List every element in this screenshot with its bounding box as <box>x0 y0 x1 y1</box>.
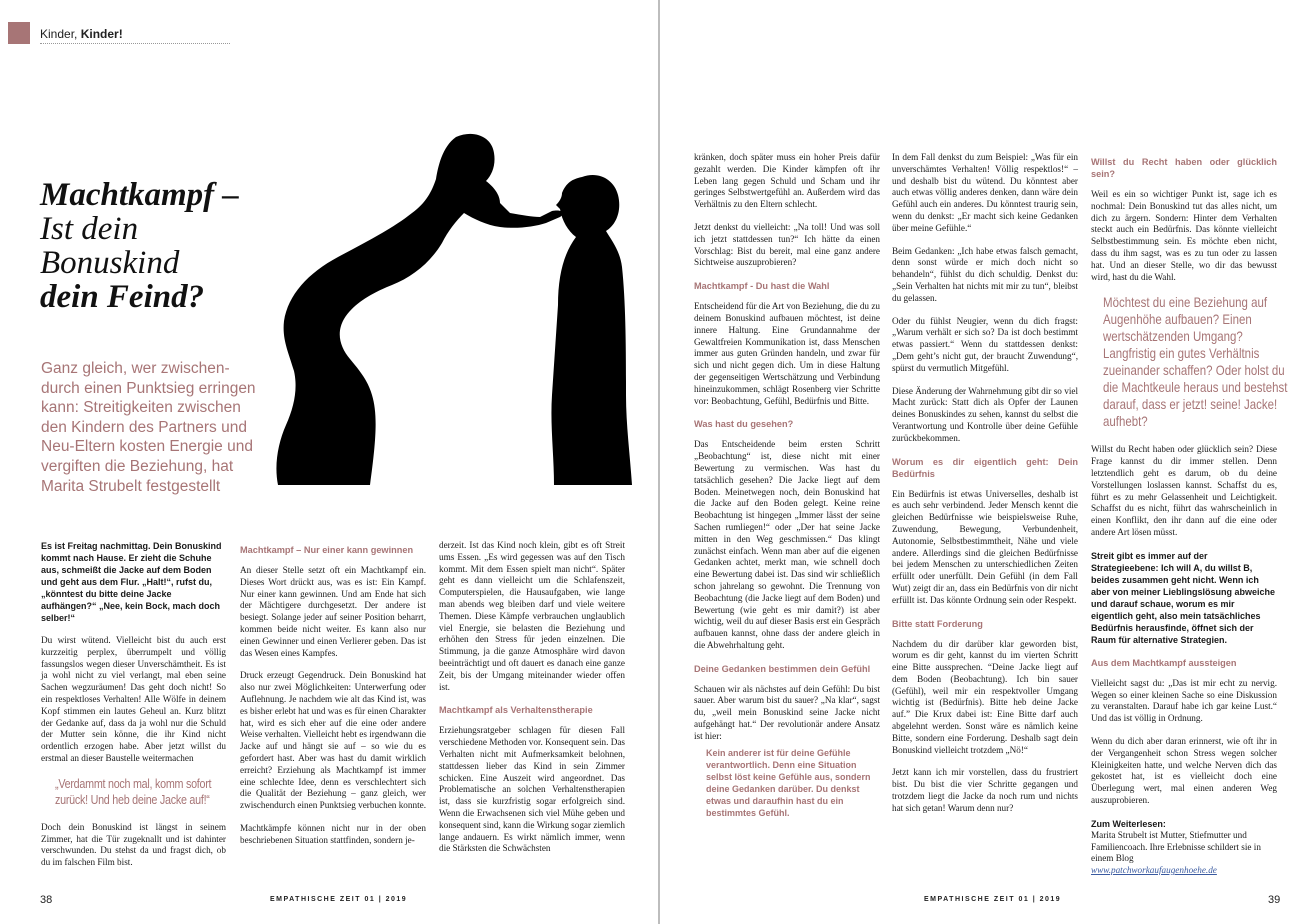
magazine-footer: EMPATHISCHE ZEIT 01 | 2019 <box>270 896 408 903</box>
title-line-4: dein Feind? <box>40 279 205 315</box>
column-1 <box>41 540 226 880</box>
title-line-2: Ist dein <box>40 211 139 247</box>
body-paragraph: Willst du Recht haben oder glücklich sein? Diese Frage kannst du dir immer stellen. Denn letztendlich geht es darum, ob du deine Vorstellungen loslassen kannst. Schaffst du es, führt es zu mehr Gelassenheit und Leichtigkeit. Schaffst du es nicht, führt das wahrscheinlich in einen Konflikt, den ihr dann auf die eine oder andere Art lösen müsst. <box>1091 444 1277 537</box>
body-paragraph: Machtkämpfe können nicht nur in der oben beschriebenen Situation stattfinden, sondern je- <box>240 822 426 845</box>
body-paragraph: Diese Änderung der Wahrnehmung gibt dir so viel Macht zurück: Statt dich als Opfer der Launen deines Bonuskindes zu sehen, kannst du selbst die Verantwortung und Kontrolle über deine Gefühle zurückbekommen. <box>892 385 1078 443</box>
body-paragraph: Oder du fühlst Neugier, wenn du dich fragst: „Warum verhält er sich so? Da ist doch bestimmt etwas passiert.“ Wenn du stattdessen denkst: „Dem geht’s nicht gut, der braucht Zuwendung“, spürst du vermutlich Mitgefühl. <box>892 315 1078 373</box>
column-2 <box>240 540 426 858</box>
right-page <box>660 0 1315 924</box>
column-3 <box>439 540 625 866</box>
section-heading: Aus dem Machtkampf aussteigen <box>1091 657 1237 668</box>
column-2 <box>892 152 1078 826</box>
section-color-block <box>8 22 30 44</box>
body-paragraph: Schauen wir als nächstes auf dein Gefühl: Du bist sauer. Aber warum bist du sauer? „Na klar“, sagst du, „weil mein Bonuskind seine Jacke nicht aufgehängt hat.“ Der revolutionär andere Ansatz ist hier: <box>694 683 880 741</box>
author-bio: Marita Strubelt ist Mutter, Stiefmutter und Familiencoach. Ihre Erlebnisse schildert sie in einem Blog <box>1091 829 1261 864</box>
body-paragraph: An dieser Stelle setzt oft ein Machtkampf ein. Dieses Wort drückt aus, was es ist: Ein Kampf. Nur einer kann gewinnen. Und am Ende hat sich der Mächtigere durchgesetzt. Der andere ist besiegt. Solange jeder auf seiner Position beharrt, kommen beide nicht weiter. Es kann also nur einen Gewinner und einen Verlierer geben. Das ist das Wesen eines Kampfes. <box>240 565 426 658</box>
title-line-1: Machtkampf – <box>40 177 239 213</box>
body-paragraph: In dem Fall denkst du zum Beispiel: „Was für ein unverschämtes Verhalten! Völlig respektlos!“ – und deshalb bist du wütend. Du könntest aber auch etwas völlig anderes denken, dann wäre dein Gefühl auch ein anderes. Du könntest traurig sein, wenn du denkst: „Er macht sich keine Gedanken über meine Gefühle.“ <box>892 152 1078 233</box>
further-reading-heading: Zum Weiterlesen: <box>1091 818 1166 829</box>
title-line-3: Bonuskind <box>40 245 180 281</box>
article-title <box>40 178 239 314</box>
blog-link[interactable]: www.patchworkaufaugenhoehe.de <box>1091 865 1217 876</box>
body-paragraph: Weil es ein so wichtiger Punkt ist, sage ich es nochmal: Dein Bonuskind tut das alles nicht, um dich zu ärgern. Sondern: Hinter dem Verhalten steckt auch ein Bedürfnis. Das könnte vielleicht Selbstbestimmung sein. Es möchte eben nicht, dass du ihm sagst, was es zu tun oder zu lassen hat. Und an dieser Stelle, wo dir das bewusst wird, hast du die Wahl. <box>1091 189 1277 282</box>
highlight-statement: Kein anderer ist für deine Gefühle verantwortlich. Denn eine Situation selbst löst keine Gefühle aus, sondern deine Gedanken darüber. Du denkst etwas und daraufhin hast du ein bestimmtes Gefühl. <box>706 747 871 818</box>
bold-statement: Streit gibt es immer auf der Strategieebene: Ich will A, du willst B, beides zusammen geht nicht. Wenn ich aber von meiner Lieblingslösung abweiche und darauf schaue, worum es mir eigentlich geht, also mein tatsächliches Bedürfnis herausfinde, öffnet sich der Raum für alternative Strategien. <box>1091 550 1276 645</box>
magazine-footer: EMPATHISCHE ZEIT 01 | 2019 <box>924 896 1062 903</box>
page-number: 39 <box>1268 894 1281 906</box>
body-paragraph: Das Entscheidende beim ersten Schritt „Beobachtung“ ist, diese nicht mit einer Bewertung zu vermischen. Was hast du tatsächlich gesehen? Die Jacke liegt auf dem Boden. Meinetwegen noch, dein Bonuskind hat die Jacke auf den Boden gelegt. Keine reine Beobachtung ist hingegen „Immer lässt der seine Sachen rumliegen!“ oder „Der hat seine Jacke mitten in den Weg geschmissen.“ Das klingt zunächst einfach. Wenn man aber auf die eigenen Gedanken achtet, merkt man, wie schnell doch eine Bewertung dabei ist. Das sind wir schließlich schon jahrelang so gewohnt. Die Trennung von Beobachtung (die Jacke liegt auf dem Boden) und Bewertung (wie geht es mir damit?) ist aber wichtig, weil du auf dieser Basis erst ein Gespräch aufbauen kannst, ohne dass der andere gleich in die Abwehrhaltung geht. <box>694 439 880 650</box>
page-number: 38 <box>40 894 53 906</box>
section-heading: Willst du Recht haben oder glücklich sein? <box>1091 157 1277 179</box>
pull-quote: Möchtest du eine Beziehung auf Augenhöhe aufbauen? Einen wertschätzenden Umgang? Langfristig ein gutes Verhältnis zueinander schaffen? Oder holst du die Machtkeule heraus und bestehst darauf, dass er jetzt! seine! Jacke! aufhebt? <box>1103 294 1288 430</box>
body-paragraph: Nachdem du dir darüber klar geworden bist, worum es dir geht, kannst du im vierten Schritt eine Bitte aussprechen. “Deine Jacke liegt auf dem Boden (Beobachtung). Ich bin sauer (Gefühl), weil mir ein respektvoller Umgang wichtig ist (Bedürfnis). Bitte heb deine Jacke auf.” Die Krux dabei ist: Eine Bitte darf auch abgelehnt werden. Sonst wäre es nämlich keine Bitte, sondern eine Forderung. Deshalb sagt dein Bonuskind vielleicht trotzdem „Nö!“ <box>892 638 1078 755</box>
body-paragraph: derzeit. Ist das Kind noch klein, gibt es oft Streit ums Essen. „Es wird gegessen was auf den Tisch kommt. Mit dem Essen spielt man nicht“. Später geht es dann vielleicht um die Schlafenszeit, Computerspielen, die Hausaufgaben, wie lange man abends weg bleiben darf und viele weitere Themen. Diese Kämpfe verbrauchen unglaublich viel Energie, sie belasten die Beziehung und erhöhen den Stress für jeden einzelnen. Die Stimmung, ja die ganze Atmosphäre wird davon beeinträchtigt und oft dauert es danach eine ganze Zeit, bis der Umgang miteinander wieder offen ist. <box>439 540 625 692</box>
section-heading: Deine Gedanken bestimmen dein Gefühl <box>694 663 871 674</box>
section-heading: Machtkampf als Verhaltenstherapie <box>439 705 593 716</box>
pull-quote: „Verdammt noch mal, komm sofort zurück! Und heb deine Jacke auf!“ <box>55 776 212 807</box>
column-1 <box>694 152 880 819</box>
running-head-bold: Kinder! <box>80 27 123 41</box>
section-heading: Machtkampf - Du hast die Wahl <box>694 281 830 292</box>
section-heading: Worum es dir eigentlich geht: Dein Bedürfnis <box>892 456 1078 479</box>
running-head-rule <box>40 43 230 44</box>
section-heading: Machtkampf – Nur einer kann gewinnen <box>240 545 414 555</box>
body-paragraph: Druck erzeugt Gegendruck. Dein Bonuskind hat also nur zwei Möglichkeiten: Unterwerfung oder Auflehnung. Je nachdem wie alt das Kind ist, was es bisher erlebt hat und was es für einen Charakter hat, wird es sich eher auf die eine oder andere Weise verhalten. Vielleicht hebt es irgendwann die Jacke auf und hängt sie auf – so wie du es gefordert hast. Aber was hast du damit wirklich erreicht? Erziehung als Machtkampf ist immer eine schlechte Idee, denn es verschlechtert sich die Qualität der Beziehung – ganz gleich, wer zwischendurch einen Punktsieg verbuchen konnte. <box>240 670 426 811</box>
body-paragraph: Vielleicht sagst du: „Das ist mir echt zu nervig. Wegen so einer kleinen Sache so eine Diskussion zu veranstalten. Darauf habe ich gar keine Lust.“ Und das ist völlig in Ordnung. <box>1091 677 1277 724</box>
lead-paragraph: Ganz gleich, wer zwischendurch einen Punktsieg erringen kann: Streitigkeiten zwischen den Kindern des Partners und Neu-Eltern kosten Energie und vergiften die Beziehung, hat Marita Strubelt festgestellt <box>41 360 256 495</box>
section-heading: Was hast du gesehen? <box>694 419 794 430</box>
running-head <box>40 27 123 41</box>
column-3 <box>1091 152 1288 877</box>
intro-paragraph: Es ist Freitag nachmittag. Dein Bonuskind kommt nach Hause. Er zieht die Schuhe aus, schmeißt die Jacke auf dem Boden und geht aus dem Flur. „Halt!“, rufst du, „könntest du bitte deine Jacke aufhängen?“ „Nee, kein Bock, mach doch selber!“ <box>41 541 222 623</box>
body-paragraph: Wenn du dich aber daran erinnerst, wie oft ihr in der Vergangenheit schon Stress wegen solcher Kleinigkeiten hatte, und welche Nerven dich das gekostet hat, ist es vielleicht doch eine Überlegung wert, mal einen anderen Weg auszuprobieren. <box>1091 735 1277 805</box>
body-paragraph: Entscheidend für die Art von Beziehung, die du zu deinem Bonuskind aufbauen möchtest, ist deine innere Haltung. Eine Grundannahme der Gewaltfreien Kommunikation ist, dass Menschen immer aus guten Gründen handeln, und zwar für sich und nicht gegen dich. Um in diese Haltung der gegenseitigen Wertschätzung und Verbindung hineinzukommen, schlägt Rosenberg vier Schritte vor: Beobachtung, Gefühl, Bedürfnis und Bitte. <box>694 301 880 406</box>
body-paragraph: kränken, doch später muss ein hoher Preis dafür gezahlt werden. Die Kinder kämpfen oft ihr Leben lang gegen Schuld und Scham und ihr geringes Selbstwertgefühl an. Außerdem wird das Verhältnis zu den Eltern schlecht. <box>694 152 880 210</box>
running-head-light: Kinder, <box>40 27 81 41</box>
section-heading: Bitte statt Forderung <box>892 618 983 629</box>
silhouette-adult-pointing-at-child-icon <box>260 125 640 485</box>
body-paragraph: Erziehungsratgeber schlagen für diesen Fall verschiedene Methoden vor. Konsequent sein. Das Verhalten nicht mit Aufmerksamkeit belohnen, stattdessen lieber das Kind in sein Zimmer schicken. Eine Auszeit wird angeordnet. Das Problematische an solchen Verhaltenstherapien ist, dass sie kurzfristig sogar erfolgreich sind. Wenn die Erwachsenen sich viel Mühe geben und konsequent sind, kann die Wirkung sogar ziemlich lange andauern. Es wirkt nämlich immer, wenn die Stärksten die Schwächsten <box>439 725 625 854</box>
body-paragraph: Ein Bedürfnis ist etwas Universelles, deshalb ist es auch sehr verbindend. Jeder Mensch kennt die gleichen Bedürfnisse wie beispielsweise Ruhe, Zuwendung, Bewegung, Verbundenheit, Autonomie, Selbstbestimmtheit, Nähe und viele andere. Allerdings sind die gleichen Bedürfnisse bei jedem Menschen zu unterschiedlichen Zeiten erfüllt oder unerfüllt. Dein Gefühl (in dem Fall Wut) zeigt dir an, dass ein Bedürfnis von dir nicht erfüllt ist. Das könnte Ordnung sein oder Respekt. <box>892 488 1078 605</box>
body-paragraph: Beim Gedanken: „Ich habe etwas falsch gemacht, denn sonst würde er mich doch nicht so behandeln“, fühlst du dich schuldig. Denkst du: „Sein Verhalten hat nichts mit mir zu tun“, bleibst du gelassen. <box>892 245 1078 303</box>
body-paragraph: Doch dein Bonuskind ist längst in seinem Zimmer, hat die Tür zugeknallt und ist dahinter verschwunden. Du stehst da und fragst dich, ob du im falschen Film bist. <box>41 821 226 868</box>
body-paragraph: Jetzt kann ich mir vorstellen, dass du frustriert bist. Du bist die vier Schritte gegangen und trotzdem liegt die Jacke da noch rum und nichts hat sich getan! Warum denn nur? <box>892 767 1078 813</box>
body-paragraph: Jetzt denkst du vielleicht: „Na toll! Und was soll ich jetzt stattdessen tun?“ Ich hätte da einen Vorschlag: Bist du bereit, mal eine ganz andere Sichtweise auszuprobieren? <box>694 221 880 268</box>
body-paragraph: Du wirst wütend. Vielleicht bist du auch erst kurzzeitig perplex, überrumpelt und völlig fassungslos wegen dieser Unverschämtheit. Es ist ja wohl nicht zu viel verlangt, mal eben seine Sachen wegzuräumen! Das geht doch nicht! So ein respektloses Verhalten! Alle Wölfe in deinem Kopf stimmen ein lautes Geheul an. Kurz blitzt der Gedanke auf, dass da ja wohl nur die Schuld der Mutter sein könne, die ihr Kind nicht ordentlich erzogen habe. Aber jetzt willst du erstmal an dieser Baustelle weitermachen <box>41 635 226 763</box>
